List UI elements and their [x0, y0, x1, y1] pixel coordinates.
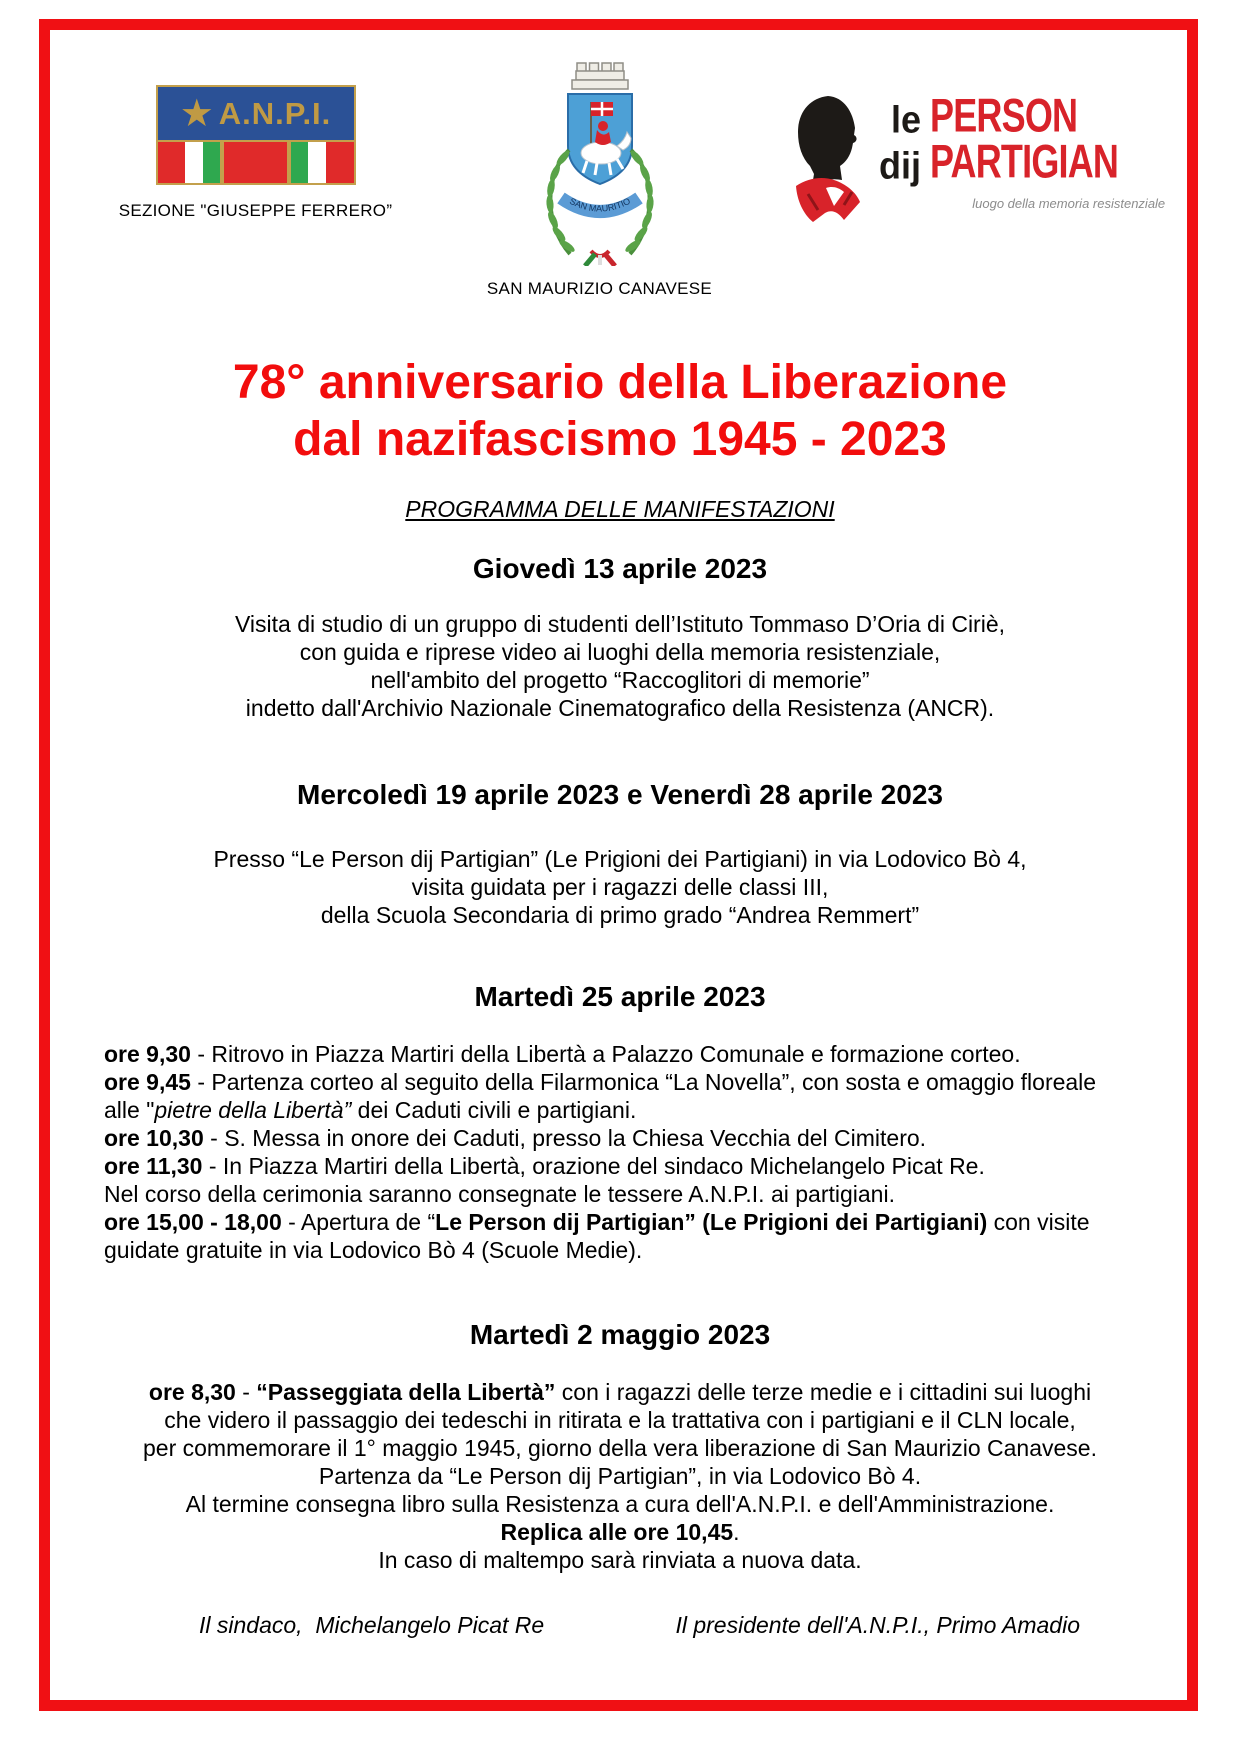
ribbon-stripe	[185, 142, 203, 183]
title-line-2: dal nazifascismo 1945 - 2023	[293, 413, 947, 466]
section-19-28-aprile	[0, 778, 1240, 929]
signature-anpi-president: Il presidente dell'A.N.P.I., Primo Amadio	[675, 1612, 1080, 1638]
section-2-maggio	[0, 1318, 1240, 1574]
star-icon: ★	[179, 92, 214, 135]
program-label: PROGRAMMA DELLE MANIFESTAZIONI	[405, 496, 835, 522]
anpi-logo-block	[118, 85, 393, 221]
program-line: Nel corso della cerimonia saranno consegnate le tessere A.N.P.I. ai partigiani.	[104, 1181, 895, 1207]
ribbon-stripe	[308, 142, 326, 183]
program-line: ore 11,30 - In Piazza Martiri della Libertà, orazione del sindaco Michelangelo Picat Re.	[104, 1153, 985, 1179]
title-line-1: 78° anniversario della Liberazione	[232, 356, 1008, 409]
anpi-tricolor-ribbon	[158, 140, 354, 183]
header-logos	[0, 0, 1240, 310]
program-line: ore 10,30 - S. Messa in onore dei Caduti, presso la Chiesa Vecchia del Cimitero.	[104, 1125, 927, 1151]
poster-body	[0, 354, 1240, 1639]
program-line: ore 15,00 - 18,00 - Apertura de “Le Person dij Partigian” (Le Prigioni dei Partigiani) con visite guidate gratuite in via Lodovico Bò 4 (Scuole Medie).	[104, 1209, 1090, 1263]
comune-caption: SAN MAURIZIO CANAVESE	[486, 279, 713, 298]
anpi-section-caption: SEZIONE "GIUSEPPE FERRERO”	[118, 201, 393, 220]
program-line: Replica alle ore 10,45.	[500, 1519, 740, 1545]
word-person: PERSON	[930, 88, 1078, 143]
section-13-aprile	[0, 552, 1240, 722]
program-line: ore 9,30 - Ritrovo in Piazza Martiri della Libertà a Palazzo Comunale e formazione corteo.	[104, 1041, 1021, 1067]
word-le: le	[890, 97, 921, 141]
program-line: ore 9,45 - Partenza corteo al seguito della Filarmonica “La Novella”, con sosta e omaggio floreale alle "pietre della Libertà” dei Caduti civili e partigiani.	[104, 1069, 1097, 1123]
program-line: della Scuola Secondaria di primo grado “Andrea Remmert”	[320, 902, 920, 928]
section-lines	[0, 845, 1240, 929]
partigian-wordmark	[879, 88, 1166, 211]
section-heading: Martedì 2 maggio 2023	[469, 1319, 771, 1350]
ribbon-stripe	[326, 142, 353, 183]
word-dij: dij	[879, 143, 921, 187]
partisan-head-icon	[790, 94, 875, 226]
program-line: indetto dall'Archivio Nazionale Cinematografico della Resistenza (ANCR).	[245, 695, 995, 721]
anpi-acronym: A.N.P.I.	[218, 95, 332, 131]
signatures	[0, 1612, 1240, 1639]
program-line: per commemorare il 1° maggio 1945, giorno della vera liberazione di San Maurizio Canavese.	[143, 1435, 1097, 1461]
partigian-logo-block	[790, 88, 1166, 226]
anpi-logo-blue-band	[158, 87, 354, 140]
coat-of-arms-icon	[525, 58, 675, 266]
program-line: nell'ambito del progetto “Raccoglitori di memorie”	[370, 667, 870, 693]
signature-mayor: Il sindaco, Michelangelo Picat Re	[199, 1612, 545, 1638]
section-lines	[0, 1040, 1240, 1264]
banner-motto: SAN MAURITIO	[567, 195, 632, 214]
program-line: che videro il passaggio dei tedeschi in ritirata e la trattativa con i partigiani e il CLN locale,	[164, 1407, 1076, 1433]
section-heading: Martedì 25 aprile 2023	[474, 981, 766, 1012]
section-heading: Giovedì 13 aprile 2023	[472, 553, 768, 584]
section-25-aprile	[0, 980, 1240, 1264]
comune-logo-block	[452, 58, 747, 299]
ribbon-stripe	[291, 142, 309, 183]
ribbon-stripe	[158, 142, 185, 183]
partigian-tagline: luogo della memoria resistenziale	[972, 196, 1166, 211]
program-line: Al termine consegna libro sulla Resistenza a cura dell'A.N.P.I. e dell'Amministrazione.	[185, 1491, 1055, 1517]
program-line: con guida e riprese video ai luoghi della memoria resistenziale,	[299, 639, 941, 665]
section-heading: Mercoledì 19 aprile 2023 e Venerdì 28 aprile 2023	[297, 779, 943, 810]
ribbon-stripe	[224, 142, 287, 183]
program-line: Visita di studio di un gruppo di studenti dell’Istituto Tommaso D’Oria di Ciriè,	[234, 611, 1006, 637]
word-partigian: PARTIGIAN	[930, 134, 1119, 189]
anpi-logo	[156, 85, 356, 185]
page-title	[0, 354, 1240, 468]
ribbon-stripe	[203, 142, 221, 183]
program-line: ore 8,30 - “Passeggiata della Libertà” con i ragazzi delle terze medie e i cittadini sui luoghi	[148, 1379, 1092, 1405]
program-line: In caso di maltempo sarà rinviata a nuova data.	[378, 1547, 862, 1573]
section-lines	[0, 610, 1240, 722]
section-lines	[0, 1378, 1240, 1574]
program-line: visita guidata per i ragazzi delle classi III,	[411, 874, 829, 900]
program-line: Partenza da “Le Person dij Partigian”, in via Lodovico Bò 4.	[318, 1463, 922, 1489]
program-line: Presso “Le Person dij Partigian” (Le Prigioni dei Partigiani) in via Lodovico Bò 4,	[213, 846, 1027, 872]
